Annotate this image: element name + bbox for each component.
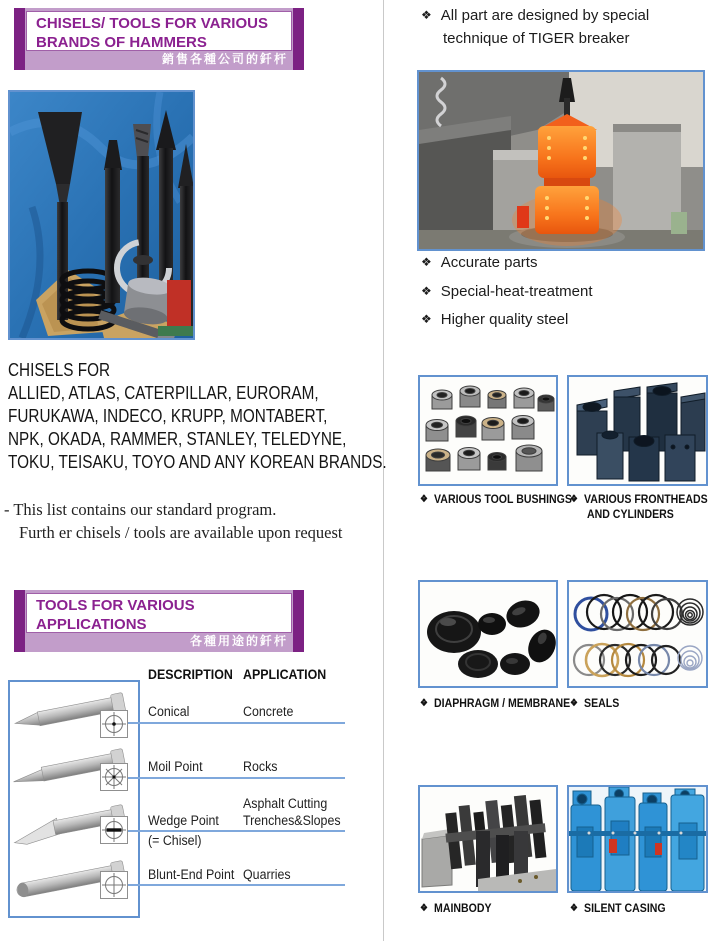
row-wedge-description-sub: (= Chisel) xyxy=(148,833,202,848)
header-chisels-band xyxy=(14,8,304,70)
band-left-bar xyxy=(14,8,25,70)
bullet-diamond-icon: ❖ xyxy=(420,903,428,914)
row-moil-application: Rocks xyxy=(243,759,278,774)
row-moil-description: Moil Point xyxy=(148,759,203,774)
caption-frontheads-line1 xyxy=(570,492,708,506)
section-mark-conical-icon xyxy=(100,710,128,738)
row-conical-description: Conical xyxy=(148,704,190,719)
section-mark-blunt-icon xyxy=(100,871,128,899)
header-chisels-line2: BRANDS OF HAMMERS xyxy=(36,34,207,51)
bullet-diamond-icon: ❖ xyxy=(570,494,578,505)
bullet-diamond-icon: ❖ xyxy=(421,284,432,298)
brands-line: ALLIED, ATLAS, CATERPILLAR, EURORAM, xyxy=(8,383,319,403)
standard-program-note xyxy=(4,498,343,544)
row-conical-application: Concrete xyxy=(243,704,294,719)
header-chisels-title xyxy=(26,11,292,51)
brands-line: TOKU, TEISAKU, TOYO AND ANY KOREAN BRANDS. xyxy=(8,452,387,472)
heat-treatment-photo xyxy=(417,70,705,251)
seals-art xyxy=(569,582,706,686)
feature-quality-steel xyxy=(421,311,568,328)
row-wedge-application-line2: Trenches&Slopes xyxy=(243,813,341,828)
row-blunt-description: Blunt-End Point xyxy=(148,867,235,882)
brands-line: CHISELS FOR xyxy=(8,360,111,380)
caption-frontheads-line2 xyxy=(587,507,674,521)
caption-mainbody xyxy=(420,901,492,915)
header-tools-line1: TOOLS FOR VARIOUS xyxy=(36,597,195,614)
feature-text: Accurate parts xyxy=(440,254,538,271)
intro-line2 xyxy=(443,30,630,47)
silent-casing-art xyxy=(569,787,706,891)
header-chisels-line1: CHISELS/ TOOLS FOR VARIOUS xyxy=(36,15,268,32)
caption-text: VARIOUS TOOL BUSHINGS xyxy=(434,492,572,506)
brands-text xyxy=(8,359,387,474)
section-mark-moil-icon xyxy=(100,763,128,791)
bullet-diamond-icon: ❖ xyxy=(570,903,578,914)
bullet-diamond-icon: ❖ xyxy=(421,312,432,326)
intro-text2: technique of TIGER breaker xyxy=(443,30,630,47)
header-tools-title xyxy=(26,593,292,633)
caption-seals xyxy=(570,696,619,710)
tool-bushings-art xyxy=(420,377,556,484)
feature-heat-treatment xyxy=(421,283,593,300)
caption-bushings xyxy=(420,492,572,506)
feature-accurate-parts xyxy=(421,254,537,271)
chisels-photo xyxy=(8,90,195,340)
diaphragm-photo xyxy=(418,580,558,688)
caption-text: DIAPHRAGM / MEMBRANE xyxy=(434,696,571,710)
header-tools-line2: APPLICATIONS xyxy=(36,616,147,633)
silent-casing-photo xyxy=(567,785,708,893)
band-right-bar xyxy=(293,8,304,70)
bullet-diamond-icon: ❖ xyxy=(421,255,432,269)
mainbody-art xyxy=(420,787,556,891)
row-line-blunt xyxy=(128,884,345,886)
col-header-application: APPLICATION xyxy=(243,667,327,682)
intro-line1 xyxy=(421,7,649,24)
bullet-diamond-icon: ❖ xyxy=(420,698,428,709)
row-line-conical xyxy=(128,722,345,724)
brands-line: FURUKAWA, INDECO, KRUPP, MONTABERT, xyxy=(8,406,328,426)
caption-text: VARIOUS FRONTHEADS xyxy=(584,492,708,506)
note-line2: Furth er chisels / tools are available upon request xyxy=(19,523,343,542)
caption-text: AND CYLINDERS xyxy=(587,507,674,521)
bullet-diamond-icon: ❖ xyxy=(421,8,432,22)
chisels-photo-art xyxy=(10,92,193,338)
feature-text: Special-heat-treatment xyxy=(440,283,593,300)
caption-text: SEALS xyxy=(584,696,620,710)
bullet-diamond-icon: ❖ xyxy=(570,698,578,709)
row-line-moil xyxy=(128,777,345,779)
header-chisels-subtitle: 銷售各種公司的釺杆 xyxy=(161,52,288,66)
caption-text: MAINBODY xyxy=(434,901,492,915)
col-header-description: DESCRIPTION xyxy=(148,667,233,682)
brands-line: NPK, OKADA, RAMMER, STANLEY, TELEDYNE, xyxy=(8,429,347,449)
row-blunt-application: Quarries xyxy=(243,867,291,882)
mainbody-photo xyxy=(418,785,558,893)
feature-text: Higher quality steel xyxy=(440,311,569,328)
note-line1: - This list contains our standard program. xyxy=(4,500,277,519)
row-wedge-description: Wedge Point xyxy=(148,813,219,828)
section-mark-wedge-icon xyxy=(100,816,128,844)
row-line-wedge xyxy=(128,830,345,832)
caption-diaphragm xyxy=(420,696,570,710)
band-right-bar xyxy=(293,590,304,652)
header-tools-band xyxy=(14,590,304,652)
band-left-bar xyxy=(14,590,25,652)
caption-silent xyxy=(570,901,666,915)
diaphragm-art xyxy=(420,582,556,686)
frontheads-photo xyxy=(567,375,708,486)
caption-text: SILENT CASING xyxy=(584,901,666,915)
heat-treatment-photo-art xyxy=(419,72,703,249)
frontheads-art xyxy=(569,377,706,484)
intro-text1: All part are designed by special xyxy=(440,7,650,24)
header-tools-subtitle: 各種用途的釺杆 xyxy=(189,634,288,648)
bullet-diamond-icon: ❖ xyxy=(420,494,428,505)
tool-bushings-photo xyxy=(418,375,558,486)
row-wedge-application-line1: Asphalt Cutting xyxy=(243,796,328,811)
seals-photo xyxy=(567,580,708,688)
